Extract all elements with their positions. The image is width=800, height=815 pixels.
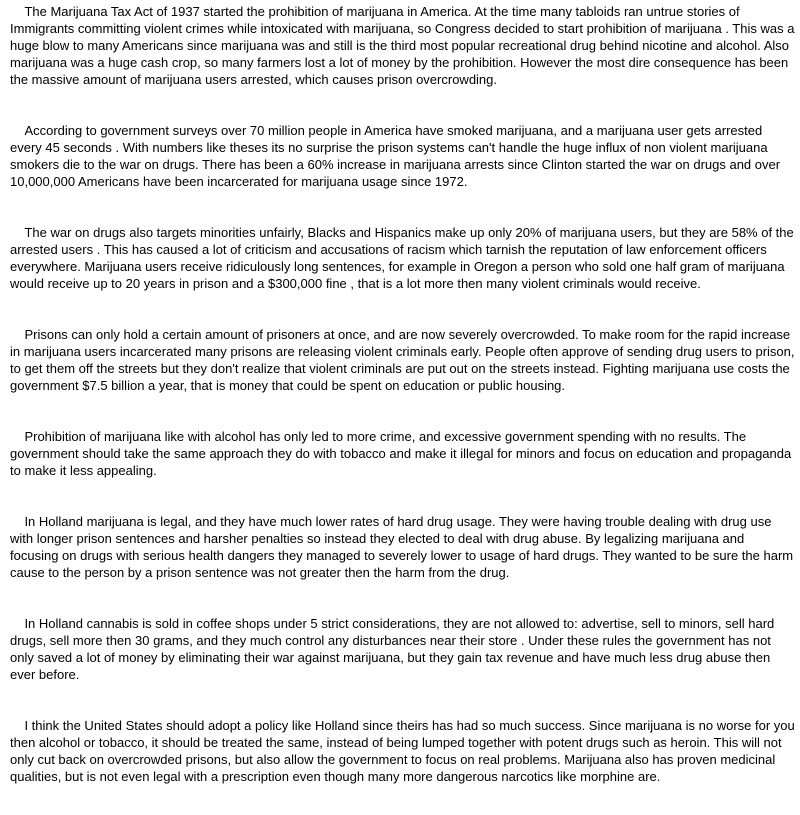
- paragraph-7: In Holland cannabis is sold in coffee shops under 5 strict considerations, they are not allowed to: advertise, sell to minors, sell hard drugs, sell more then 30 grams, and they much control any disturbances near their store . Under these rules the government has not only saved a lot of money by eliminating their war against marijuana, but they gain tax revenue and have much less drug abuse then ever before.: [10, 616, 775, 682]
- paragraph-2: According to government surveys over 70 million people in America have smoked marijuana, and a marijuana user gets arrested every 45 seconds . With numbers like theses its no surprise the prison systems can't handle the huge influx of non violent marijuana smokers die to the war on drugs. There has been a 60% increase in marijuana arrests since Clinton started the war on drugs and over 10,000,000 Americans have been incarcerated for marijuana usage since 1972.: [10, 123, 781, 189]
- paragraph-4: Prisons can only hold a certain amount of prisoners at once, and are now severely overcrowded. To make room for the rapid increase in marijuana users incarcerated many prisons are releasing violent criminals early. People often approve of sending drug users to prison, to get them off the streets but they don't realize that violent criminals are put out on the streets instead. Fighting marijuana use costs the government $7.5 billion a year, that is money that could be spent on education or public housing.: [10, 327, 795, 393]
- paragraph-6: In Holland marijuana is legal, and they have much lower rates of hard drug usage. They were having trouble dealing with drug use with longer prison sentences and harsher penalties so instead they elected to deal with drug abuse. By legalizing marijuana and focusing on drugs with serious health dangers they managed to severely lower to usage of hard drugs. They wanted to be sure the harm cause to the person by a prison sentence was not greater then the harm from the drug.: [10, 514, 794, 580]
- paragraph-5: Prohibition of marijuana like with alcohol has only led to more crime, and excessive government spending with no results. The government should take the same approach they do with tobacco and make it illegal for minors and focus on education and propaganda to make it less appealing.: [10, 429, 792, 478]
- paragraph-3: The war on drugs also targets minorities unfairly, Blacks and Hispanics make up only 20% of marijuana users, but they are 58% of the arrested users . This has caused a lot of criticism and accusations of racism which tarnish the reputation of law enforcement officers everywhere. Marijuana users receive ridiculously long sentences, for example in Oregon a person who sold one half gram of marijuana would receive up to 20 years in prison and a $300,000 fine , that is a lot more then many violent criminals would receive.: [10, 225, 794, 291]
- essay-document: [10, 0, 796, 785]
- paragraph-1: The Marijuana Tax Act of 1937 started the prohibition of marijuana in America. At the time many tabloids ran untrue stories of Immigrants committing violent crimes while intoxicated with marijuana, so Congress decided to start prohibition of marijuana . This was a huge blow to many Americans since marijuana was and still is the third most popular recreational drug behind nicotine and alcohol. Also marijuana was a huge cash crop, so many farmers lost a lot of money by the prohibition. However the most dire consequence has been the massive amount of marijuana users arrested, which causes prison overcrowding.: [10, 4, 795, 87]
- paragraph-8: I think the United States should adopt a policy like Holland since theirs has had so much success. Since marijuana is no worse for you then alcohol or tobacco, it should be treated the same, instead of being lumped together with potent drugs such as heroin. This will not only cut back on overcrowded prisons, but also allow the government to focus on real problems. Marijuana also has proven medicinal qualities, but is not even legal with a prescription even though many more dangerous narcotics like morphine are.: [10, 718, 795, 784]
